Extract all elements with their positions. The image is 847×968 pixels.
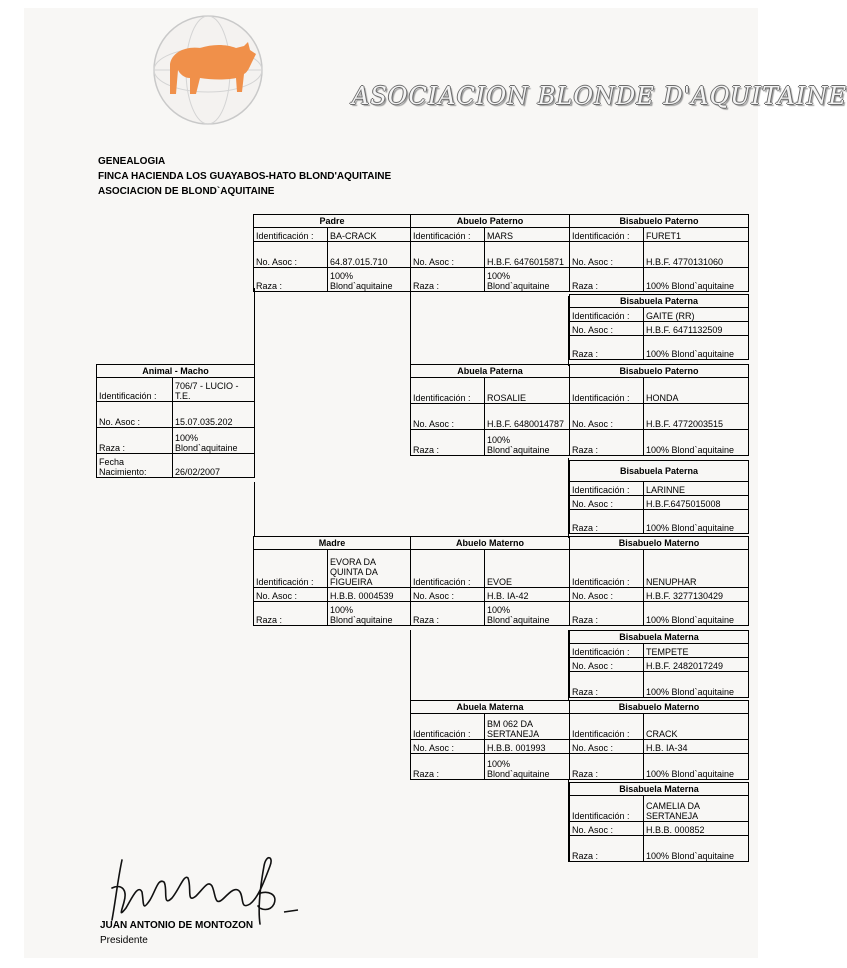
- madre-asoc-label: No. Asoc :: [254, 588, 328, 602]
- bisabuelo-paterno-2-asoc-value: H.B.F. 4772003515: [644, 404, 749, 430]
- bisabuelo-paterno-2-title: Bisabuelo Paterno: [570, 365, 749, 378]
- bisabuela-materna-1-title: Bisabuela Materna: [570, 631, 749, 644]
- connector-line: [410, 292, 411, 366]
- animal-fecha-label: Fecha Nacimiento:: [97, 454, 173, 478]
- animal-asoc-value: 15.07.035.202: [173, 402, 255, 428]
- bisabuelo-materno-2-id-label: Identificación :: [570, 714, 644, 740]
- bisabuelo-materno-2-title: Bisabuelo Materno: [570, 701, 749, 714]
- padre-id-value: BA-CRACK: [328, 228, 411, 242]
- bisabuela-paterna-2-id-label: Identificación :: [570, 482, 644, 496]
- abuelo-paterno-raza-value: 100% Blond`aquitaine: [485, 268, 570, 292]
- abuelo-paterno-title: Abuelo Paterno: [411, 215, 570, 228]
- animal-title: Animal - Macho: [97, 365, 255, 378]
- bisabuela-paterna-2-asoc-label: No. Asoc :: [570, 496, 644, 510]
- madre-raza-value: 100% Blond`aquitaine: [328, 602, 411, 626]
- animal-id-value: 706/7 - LUCIO - T.E.: [173, 378, 255, 402]
- bull-globe-logo-icon: [152, 14, 264, 126]
- signatory-role: Presidente: [100, 935, 148, 946]
- header-genealogia: GENEALOGIA: [98, 156, 166, 167]
- bisabuelo-materno-1-box: [569, 536, 749, 626]
- header-finca: FINCA HACIENDA LOS GUAYABOS-HATO BLOND'AQUITAINE: [98, 171, 392, 182]
- abuelo-materno-box: [410, 536, 570, 626]
- bisabuela-paterna-2-box: [569, 460, 749, 534]
- abuelo-paterno-box: [410, 214, 570, 292]
- abuela-materna-asoc-value: H.B.B. 001993: [485, 740, 570, 754]
- bisabuela-materna-1-id-value: TEMPETE: [644, 644, 749, 658]
- abuela-materna-id-label: Identificación :: [411, 714, 485, 740]
- bisabuela-materna-2-id-value: CAMELIA DA SERTANEJA: [644, 796, 749, 822]
- bisabuela-paterna-2-asoc-value: H.B.F.6475015008: [644, 496, 749, 510]
- bisabuelo-materno-1-title: Bisabuelo Materno: [570, 537, 749, 550]
- bisabuelo-paterno-2-raza-label: Raza :: [570, 430, 644, 456]
- bisabuela-paterna-1-box: [569, 294, 749, 360]
- bisabuela-materna-1-asoc-value: H.B.F. 2482017249: [644, 658, 749, 672]
- padre-raza-label: Raza :: [254, 268, 328, 292]
- bisabuelo-paterno-1-title: Bisabuelo Paterno: [570, 215, 749, 228]
- abuela-materna-box: [410, 700, 570, 780]
- abuelo-paterno-id-value: MARS: [485, 228, 570, 242]
- abuela-paterna-raza-value: 100% Blond`aquitaine: [485, 430, 570, 456]
- bisabuela-materna-2-id-label: Identificación :: [570, 796, 644, 822]
- connector-line: [254, 482, 255, 536]
- bisabuelo-paterno-1-id-label: Identificación :: [570, 228, 644, 242]
- abuela-paterna-asoc-value: H.B.F. 6480014787: [485, 404, 570, 430]
- bisabuela-materna-2-raza-label: Raza :: [570, 836, 644, 862]
- madre-title: Madre: [254, 537, 411, 550]
- animal-raza-value: 100% Blond`aquitaine: [173, 428, 255, 454]
- bisabuelo-materno-1-id-label: Identificación :: [570, 550, 644, 588]
- bisabuelo-paterno-1-raza-label: Raza :: [570, 268, 644, 292]
- header-asociacion: ASOCIACION DE BLOND`AQUITAINE: [98, 186, 275, 197]
- bisabuelo-materno-2-asoc-label: No. Asoc :: [570, 740, 644, 754]
- bisabuela-materna-1-raza-label: Raza :: [570, 672, 644, 698]
- abuelo-paterno-asoc-label: No. Asoc :: [411, 242, 485, 268]
- abuelo-materno-title: Abuelo Materno: [411, 537, 570, 550]
- abuela-paterna-asoc-label: No. Asoc :: [411, 404, 485, 430]
- bisabuelo-materno-1-raza-label: Raza :: [570, 602, 644, 626]
- bisabuela-paterna-1-id-value: GAITE (RR): [644, 308, 749, 322]
- bisabuelo-materno-1-id-value: NENUPHAR: [644, 550, 749, 588]
- connector-line: [254, 288, 255, 368]
- bisabuelo-paterno-1-asoc-label: No. Asoc :: [570, 242, 644, 268]
- abuela-paterna-id-value: ROSALIE: [485, 378, 570, 404]
- abuelo-materno-raza-value: 100% Blond`aquitaine: [485, 602, 570, 626]
- signatory-name: JUAN ANTONIO DE MONTOZON: [100, 920, 254, 931]
- bisabuelo-paterno-2-asoc-label: No. Asoc :: [570, 404, 644, 430]
- bisabuelo-paterno-2-box: [569, 364, 749, 456]
- abuela-materna-id-value: BM 062 DA SERTANEJA: [485, 714, 570, 740]
- abuela-materna-raza-value: 100% Blond`aquitaine: [485, 754, 570, 780]
- padre-raza-value: 100% Blond`aquitaine: [328, 268, 411, 292]
- abuela-materna-title: Abuela Materna: [411, 701, 570, 714]
- bisabuela-paterna-1-raza-value: 100% Blond`aquitaine: [644, 336, 749, 360]
- bisabuela-paterna-2-title: Bisabuela Paterna: [570, 461, 749, 482]
- bisabuelo-materno-1-raza-value: 100% Blond`aquitaine: [644, 602, 749, 626]
- madre-asoc-value: H.B.B. 0004539: [328, 588, 411, 602]
- abuelo-materno-asoc-value: H.B. IA-42: [485, 588, 570, 602]
- abuelo-paterno-id-label: Identificación :: [411, 228, 485, 242]
- bisabuelo-materno-2-box: [569, 700, 749, 780]
- bisabuelo-paterno-1-asoc-value: H.B.F. 4770131060: [644, 242, 749, 268]
- association-title: ASOCIACION BLONDE D'AQUITAINE: [352, 82, 847, 110]
- padre-asoc-value: 64.87.015.710: [328, 242, 411, 268]
- bisabuela-materna-1-id-label: Identificación :: [570, 644, 644, 658]
- bisabuela-materna-2-box: [569, 782, 749, 862]
- abuelo-materno-id-value: EVOE: [485, 550, 570, 588]
- abuelo-materno-id-label: Identificación :: [411, 550, 485, 588]
- abuela-materna-raza-label: Raza :: [411, 754, 485, 780]
- bisabuela-paterna-2-raza-label: Raza :: [570, 510, 644, 534]
- abuelo-materno-raza-label: Raza :: [411, 602, 485, 626]
- animal-raza-label: Raza :: [97, 428, 173, 454]
- bisabuelo-materno-2-raza-label: Raza :: [570, 754, 644, 780]
- bisabuela-paterna-2-raza-value: 100% Blond`aquitaine: [644, 510, 749, 534]
- madre-id-value: EVORA DA QUINTA DA FIGUEIRA: [328, 550, 411, 588]
- bisabuelo-paterno-2-id-label: Identificación :: [570, 378, 644, 404]
- abuela-materna-asoc-label: No. Asoc :: [411, 740, 485, 754]
- madre-raza-label: Raza :: [254, 602, 328, 626]
- bisabuelo-paterno-2-raza-value: 100% Blond`aquitaine: [644, 430, 749, 456]
- padre-box: [253, 214, 411, 292]
- abuela-paterna-raza-label: Raza :: [411, 430, 485, 456]
- bisabuelo-paterno-2-id-value: HONDA: [644, 378, 749, 404]
- bisabuelo-materno-2-id-value: CRACK: [644, 714, 749, 740]
- padre-id-label: Identificación :: [254, 228, 328, 242]
- bisabuela-paterna-2-id-value: LARINNE: [644, 482, 749, 496]
- animal-box: [96, 364, 255, 478]
- abuelo-paterno-raza-label: Raza :: [411, 268, 485, 292]
- bisabuelo-paterno-1-id-value: FURET1: [644, 228, 749, 242]
- abuelo-paterno-asoc-value: H.B.F. 6476015871: [485, 242, 570, 268]
- animal-id-label: Identificación :: [97, 378, 173, 402]
- bisabuela-paterna-1-asoc-label: No. Asoc :: [570, 322, 644, 336]
- bisabuela-materna-2-title: Bisabuela Materna: [570, 783, 749, 796]
- bisabuelo-paterno-1-raza-value: 100% Blond`aquitaine: [644, 268, 749, 292]
- bisabuela-materna-1-raza-value: 100% Blond`aquitaine: [644, 672, 749, 698]
- bisabuela-materna-1-box: [569, 630, 749, 698]
- bisabuela-paterna-1-title: Bisabuela Paterna: [570, 295, 749, 308]
- padre-asoc-label: No. Asoc :: [254, 242, 328, 268]
- abuela-paterna-id-label: Identificación :: [411, 378, 485, 404]
- abuela-paterna-box: [410, 364, 570, 456]
- bisabuelo-materno-1-asoc-value: H.B.F. 3277130429: [644, 588, 749, 602]
- abuelo-materno-asoc-label: No. Asoc :: [411, 588, 485, 602]
- bisabuela-materna-1-asoc-label: No. Asoc :: [570, 658, 644, 672]
- abuela-paterna-title: Abuela Paterna: [411, 365, 570, 378]
- bisabuelo-paterno-1-box: [569, 214, 749, 292]
- bisabuelo-materno-1-asoc-label: No. Asoc :: [570, 588, 644, 602]
- madre-id-label: Identificación :: [254, 550, 328, 588]
- bisabuelo-materno-2-asoc-value: H.B. IA-34: [644, 740, 749, 754]
- madre-box: [253, 536, 411, 626]
- animal-fecha-value: 26/02/2007: [173, 454, 255, 478]
- bisabuela-materna-2-asoc-value: H.B.B. 000852: [644, 822, 749, 836]
- connector-line: [410, 630, 411, 700]
- bisabuelo-materno-2-raza-value: 100% Blond`aquitaine: [644, 754, 749, 780]
- bisabuela-paterna-1-id-label: Identificación :: [570, 308, 644, 322]
- padre-title: Padre: [254, 215, 411, 228]
- bisabuela-materna-2-asoc-label: No. Asoc :: [570, 822, 644, 836]
- bisabuela-materna-2-raza-value: 100% Blond`aquitaine: [644, 836, 749, 862]
- bisabuela-paterna-1-asoc-value: H.B.F. 6471132509: [644, 322, 749, 336]
- animal-asoc-label: No. Asoc :: [97, 402, 173, 428]
- bisabuela-paterna-1-raza-label: Raza :: [570, 336, 644, 360]
- handwritten-signature: [98, 848, 308, 930]
